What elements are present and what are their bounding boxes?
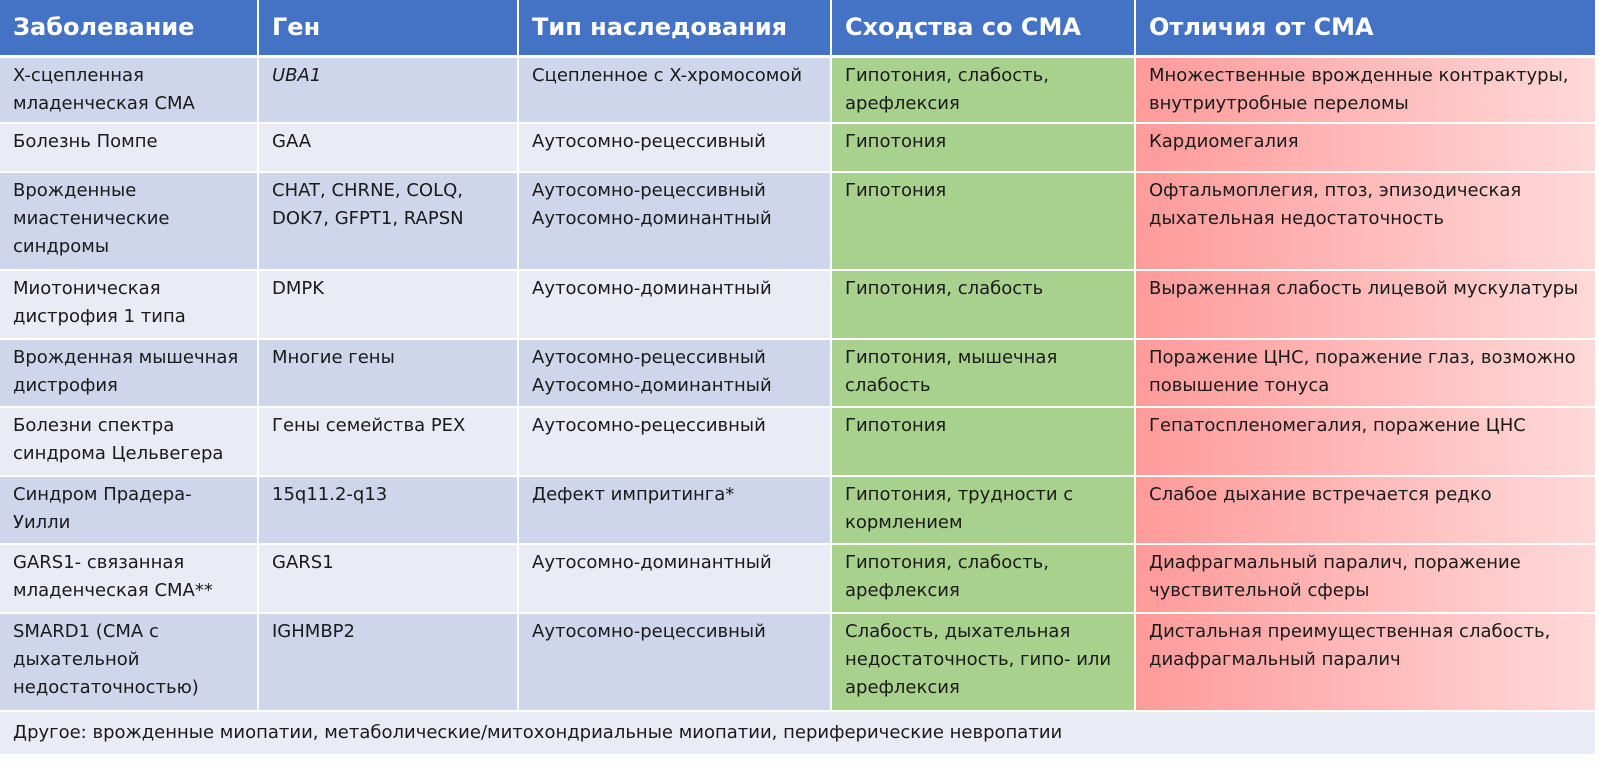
similarity-cell: Гипотония, слабость, арефлексия [831,56,1135,123]
similarity-cell: Гипотония [831,123,1135,172]
disease-cell: Миотоническая дистрофия 1 типа [0,270,258,339]
table-row [0,123,1596,172]
table-row [0,56,1596,123]
table-row [0,476,1596,544]
gene-cell: IGHMBP2 [258,613,518,711]
table-row [0,339,1596,407]
inheritance-cell: Аутосомно-доминантный [518,544,831,613]
table-row [0,270,1596,339]
disease-cell: Врожденные миастенические синдромы [0,172,258,270]
header-row [0,0,1596,56]
disease-cell: Болезнь Помпе [0,123,258,172]
disease-cell: X-сцепленная младенческая СМА [0,56,258,123]
footer-note: Другое: врожденные миопатии, метаболические/митохондриальные миопатии, периферические невропатии [0,711,1596,755]
header-differences: Отличия от СМА [1135,0,1596,56]
difference-cell: Дистальная преимущественная слабость, диафрагмальный паралич [1135,613,1596,711]
difference-cell: Выраженная слабость лицевой мускулатуры [1135,270,1596,339]
difference-cell: Гепатоспленомегалия, поражение ЦНС [1135,407,1596,476]
disease-cell: Болезни спектра синдрома Цельвегера [0,407,258,476]
gene-cell: Гены семейства PEX [258,407,518,476]
similarity-cell: Слабость, дыхательная недостаточность, гипо- или арефлексия [831,613,1135,711]
header-disease: Заболевание [0,0,258,56]
disease-cell: GARS1- связанная младенческая СМА** [0,544,258,613]
inheritance-cell: Аутосомно-доминантный [518,270,831,339]
difference-cell: Поражение ЦНС, поражение глаз, возможно повышение тонуса [1135,339,1596,407]
difference-cell: Множественные врожденные контрактуры, внутриутробные переломы [1135,56,1596,123]
gene-cell: CHAT, CHRNE, COLQ, DOK7, GFPT1, RAPSN [258,172,518,270]
disease-cell: SMARD1 (СМА с дыхательной недостаточностью) [0,613,258,711]
similarity-cell: Гипотония, трудности с кормлением [831,476,1135,544]
similarity-cell: Гипотония, слабость [831,270,1135,339]
inheritance-cell: Аутосомно-рецессивный Аутосомно-доминантный [518,172,831,270]
table-row [0,613,1596,711]
gene-cell: GAA [258,123,518,172]
inheritance-cell: Аутосомно-рецессивный Аутосомно-доминантный [518,339,831,407]
inheritance-cell: Сцепленное с X-хромосомой [518,56,831,123]
table-row [0,172,1596,270]
difference-cell: Офтальмоплегия, птоз, эпизодическая дыхательная недостаточность [1135,172,1596,270]
table-row [0,544,1596,613]
difference-cell: Диафрагмальный паралич, поражение чувствительной сферы [1135,544,1596,613]
difference-cell: Кардиомегалия [1135,123,1596,172]
inheritance-cell: Дефект импритинга* [518,476,831,544]
inheritance-cell: Аутосомно-рецессивный [518,613,831,711]
footer-row [0,711,1596,755]
difference-cell: Слабое дыхание встречается редко [1135,476,1596,544]
similarity-cell: Гипотония, слабость, арефлексия [831,544,1135,613]
table-row [0,407,1596,476]
inheritance-cell: Аутосомно-рецессивный [518,123,831,172]
similarity-cell: Гипотония [831,407,1135,476]
gene-cell: Многие гены [258,339,518,407]
disease-cell: Врожденная мышечная дистрофия [0,339,258,407]
similarity-cell: Гипотония, мышечная слабость [831,339,1135,407]
gene-cell: UBA1 [258,56,518,123]
header-similarities: Сходства со СМА [831,0,1135,56]
inheritance-cell: Аутосомно-рецессивный [518,407,831,476]
gene-cell: GARS1 [258,544,518,613]
header-inheritance: Тип наследования [518,0,831,56]
similarity-cell: Гипотония [831,172,1135,270]
gene-cell: 15q11.2-q13 [258,476,518,544]
disease-cell: Синдром Прадера-Уилли [0,476,258,544]
gene-cell: DMPK [258,270,518,339]
header-gene: Ген [258,0,518,56]
